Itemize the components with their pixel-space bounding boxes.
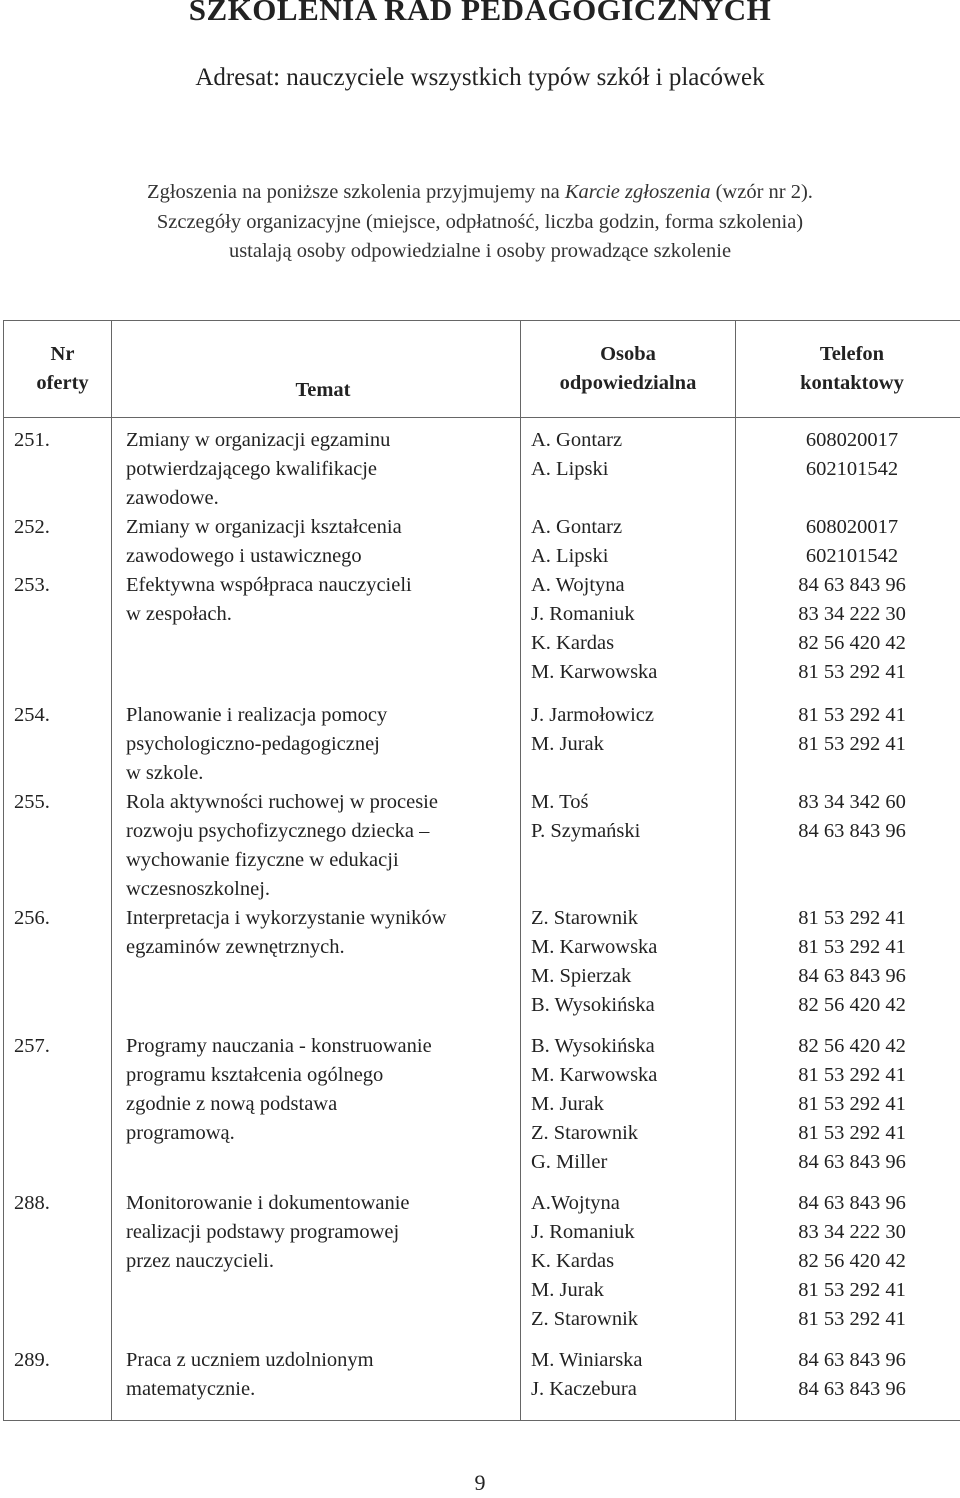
table-row xyxy=(4,571,960,701)
contact-phone: 602101542 xyxy=(805,545,899,567)
contact-phone: 83 34 342 60 xyxy=(798,791,906,813)
responsible-person: A. Lipski xyxy=(531,458,609,480)
offer-number-text: 289. xyxy=(14,1349,50,1371)
offer-number-text: 257. xyxy=(14,1035,50,1057)
table-row xyxy=(4,1032,960,1189)
offer-topic-line: Interpretacja i wykorzystanie wyników xyxy=(126,907,447,929)
intro-karta-zgloszenia: Karcie zgłoszenia xyxy=(564,181,711,203)
offer-topic-line: programu kształcenia ogólnego xyxy=(126,1064,384,1086)
responsible-person: J. Kaczebura xyxy=(531,1378,637,1400)
offer-topic xyxy=(112,571,521,701)
header-osoba xyxy=(521,321,736,418)
header-nr-line-2: oferty xyxy=(36,372,89,394)
contact-phone: 83 34 222 30 xyxy=(798,1221,906,1243)
offer-topic-line: Monitorowanie i dokumentowanie xyxy=(126,1192,410,1214)
offer-phone xyxy=(736,1346,960,1421)
contact-phone: 82 56 420 42 xyxy=(798,632,906,654)
offer-topic xyxy=(112,418,521,514)
offer-phone xyxy=(736,1032,960,1189)
table-row xyxy=(4,701,960,788)
offer-topic-line: w szkole. xyxy=(126,762,204,784)
responsible-person: M. Spierzak xyxy=(531,965,632,987)
offer-number-text: 288. xyxy=(14,1192,50,1214)
contact-phone: 81 53 292 41 xyxy=(798,1279,906,1301)
contact-phone: 81 53 292 41 xyxy=(798,661,906,683)
responsible-person: J. Romaniuk xyxy=(531,1221,635,1243)
table-row xyxy=(4,788,960,904)
contact-phone: 84 63 843 96 xyxy=(798,1192,906,1214)
table-row xyxy=(4,904,960,1032)
header-temat-label: Temat xyxy=(295,379,351,401)
intro-line-3: ustalają osoby odpowiedzialne i osoby prowadzące szkolenie xyxy=(228,240,732,262)
contact-phone: 84 63 843 96 xyxy=(798,1378,906,1400)
offer-topic xyxy=(112,904,521,1032)
offer-topic xyxy=(112,788,521,904)
offer-number xyxy=(4,1346,112,1421)
offer-number xyxy=(4,418,112,514)
offer-topic-line: zgodnie z nową podstawa xyxy=(126,1093,338,1115)
offer-phone xyxy=(736,1189,960,1346)
intro-text xyxy=(0,178,960,267)
contact-phone: 84 63 843 96 xyxy=(798,574,906,596)
responsible-person: M. Karwowska xyxy=(531,936,658,958)
intro-line-1 xyxy=(0,178,960,208)
offer-topic-line: przez nauczycieli. xyxy=(126,1250,274,1272)
offer-topic-line: rozwoju psychofizycznego dziecka – xyxy=(126,820,430,842)
responsible-person: P. Szymański xyxy=(531,820,641,842)
responsible-person: A. Gontarz xyxy=(531,429,623,451)
offer-responsible xyxy=(521,1032,736,1189)
responsible-person: M. Jurak xyxy=(531,1279,604,1301)
offer-topic xyxy=(112,1346,521,1421)
responsible-person: J. Jarmołowicz xyxy=(531,704,654,726)
offer-number-text: 252. xyxy=(14,516,50,538)
header-nr-line-1: Nr xyxy=(50,343,75,365)
contact-phone: 81 53 292 41 xyxy=(798,936,906,958)
offer-topic-line: Praca z uczniem uzdolnionym xyxy=(126,1349,374,1371)
offer-topic-line: wczesnoszkolnej. xyxy=(126,878,271,900)
offer-topic xyxy=(112,701,521,788)
offer-topic-line: Zmiany w organizacji kształcenia xyxy=(126,516,402,538)
offer-number xyxy=(4,1032,112,1189)
contact-phone: 81 53 292 41 xyxy=(798,1122,906,1144)
responsible-person: M. Jurak xyxy=(531,733,604,755)
contact-phone: 81 53 292 41 xyxy=(798,907,906,929)
offer-topic-line: w zespołach. xyxy=(126,603,232,625)
offer-topic-line: egzaminów zewnętrznych. xyxy=(126,936,345,958)
responsible-person: M. Winiarska xyxy=(531,1349,643,1371)
offer-topic-line: psychologiczno-pedagogicznej xyxy=(126,733,380,755)
contact-phone: 84 63 843 96 xyxy=(798,1349,906,1371)
offer-topic-line: zawodowego i ustawicznego xyxy=(126,545,362,567)
offer-responsible xyxy=(521,904,736,1032)
responsible-person: M. Karwowska xyxy=(531,661,658,683)
offer-topic xyxy=(112,513,521,571)
offer-responsible xyxy=(521,701,736,788)
responsible-person: B. Wysokińska xyxy=(531,994,655,1016)
offer-phone xyxy=(736,418,960,514)
contact-phone: 84 63 843 96 xyxy=(798,820,906,842)
offer-number xyxy=(4,701,112,788)
contact-phone: 81 53 292 41 xyxy=(798,1093,906,1115)
offer-topic-line: Programy nauczania - konstruowanie xyxy=(126,1035,432,1057)
offer-phone xyxy=(736,904,960,1032)
offer-number xyxy=(4,1189,112,1346)
offer-responsible xyxy=(521,513,736,571)
offer-number xyxy=(4,513,112,571)
contact-phone: 82 56 420 42 xyxy=(798,1250,906,1272)
table-row xyxy=(4,1346,960,1421)
offer-number xyxy=(4,788,112,904)
intro-line-2: Szczegóły organizacyjne (miejsce, odpłatność, liczba godzin, forma szkolenia) xyxy=(156,210,804,233)
responsible-person: Z. Starownik xyxy=(531,1308,639,1330)
contact-phone: 84 63 843 96 xyxy=(798,1151,906,1173)
offer-topic-line: Efektywna współpraca nauczycieli xyxy=(126,574,412,596)
table-row xyxy=(4,1189,960,1346)
responsible-person: M. Jurak xyxy=(531,1093,604,1115)
offer-number-text: 255. xyxy=(14,791,50,813)
contact-phone: 83 34 222 30 xyxy=(798,603,906,625)
responsible-person: B. Wysokińska xyxy=(531,1035,655,1057)
offer-number xyxy=(4,904,112,1032)
contact-phone: 602101542 xyxy=(805,458,899,480)
header-osoba-line-1: Osoba xyxy=(600,343,656,365)
offer-topic xyxy=(112,1032,521,1189)
offer-number-text: 254. xyxy=(14,704,50,726)
table-header-row xyxy=(4,321,960,418)
contact-phone: 81 53 292 41 xyxy=(798,1308,906,1330)
intro-line-1-post: (wzór nr 2). xyxy=(710,181,813,203)
responsible-person: Z. Starownik xyxy=(531,1122,639,1144)
offer-phone xyxy=(736,788,960,904)
responsible-person: M. Toś xyxy=(531,791,589,813)
responsible-person: A. Gontarz xyxy=(531,516,623,538)
offer-phone xyxy=(736,571,960,701)
header-nr-oferty xyxy=(4,321,112,418)
offer-responsible xyxy=(521,788,736,904)
responsible-person: A.Wojtyna xyxy=(531,1192,620,1214)
offer-topic-line: Zmiany w organizacji egzaminu xyxy=(126,429,391,451)
responsible-person: J. Romaniuk xyxy=(531,603,635,625)
offers-table xyxy=(3,320,960,1421)
page-number: 9 xyxy=(474,1470,486,1495)
contact-phone: 81 53 292 41 xyxy=(798,704,906,726)
offer-responsible xyxy=(521,1346,736,1421)
header-telefon xyxy=(736,321,960,418)
contact-phone: 84 63 843 96 xyxy=(798,965,906,987)
responsible-person: M. Karwowska xyxy=(531,1064,658,1086)
document-title: SZKOLENIA RAD PEDAGOGICZNYCH xyxy=(188,0,772,27)
offer-topic-line: realizacji podstawy programowej xyxy=(126,1221,400,1243)
contact-phone: 82 56 420 42 xyxy=(798,994,906,1016)
contact-phone: 81 53 292 41 xyxy=(798,1064,906,1086)
offer-number-text: 253. xyxy=(14,574,50,596)
offer-responsible xyxy=(521,571,736,701)
intro-line-1-pre: Zgłoszenia na poniższe szkolenia przyjmujemy na xyxy=(147,181,565,203)
offer-topic-line: wychowanie fizyczne w edukacji xyxy=(126,849,399,871)
responsible-person: A. Lipski xyxy=(531,545,609,567)
header-telefon-line-2: kontaktowy xyxy=(800,372,904,394)
offer-topic-line: Rola aktywności ruchowej w procesie xyxy=(126,791,438,813)
responsible-person: G. Miller xyxy=(531,1151,608,1173)
adresat-line: Adresat: nauczyciele wszystkich typów szkół i placówek xyxy=(195,64,765,91)
offer-responsible xyxy=(521,418,736,514)
contact-phone: 608020017 xyxy=(805,429,899,451)
offer-topic-line: programową. xyxy=(126,1122,235,1144)
responsible-person: K. Kardas xyxy=(531,1250,615,1272)
table-row xyxy=(4,418,960,514)
header-temat xyxy=(112,321,521,418)
offer-topic-line: Planowanie i realizacja pomocy xyxy=(126,704,388,726)
contact-phone: 82 56 420 42 xyxy=(798,1035,906,1057)
responsible-person: A. Wojtyna xyxy=(531,574,625,596)
contact-phone: 81 53 292 41 xyxy=(798,733,906,755)
offer-phone xyxy=(736,701,960,788)
contact-phone: 608020017 xyxy=(805,516,899,538)
table-row xyxy=(4,513,960,571)
offer-topic-line: matematycznie. xyxy=(126,1378,256,1400)
header-osoba-line-2: odpowiedzialna xyxy=(559,372,697,394)
offer-topic-line: potwierdzającego kwalifikacje xyxy=(126,458,377,480)
offer-topic-line: zawodowe. xyxy=(126,487,219,509)
responsible-person: Z. Starownik xyxy=(531,907,639,929)
offer-responsible xyxy=(521,1189,736,1346)
offer-number-text: 251. xyxy=(14,429,50,451)
offer-number-text: 256. xyxy=(14,907,50,929)
offer-number xyxy=(4,571,112,701)
responsible-person: K. Kardas xyxy=(531,632,615,654)
table-body xyxy=(4,418,960,1421)
offer-phone xyxy=(736,513,960,571)
offer-topic xyxy=(112,1189,521,1346)
header-telefon-line-1: Telefon xyxy=(819,343,885,365)
